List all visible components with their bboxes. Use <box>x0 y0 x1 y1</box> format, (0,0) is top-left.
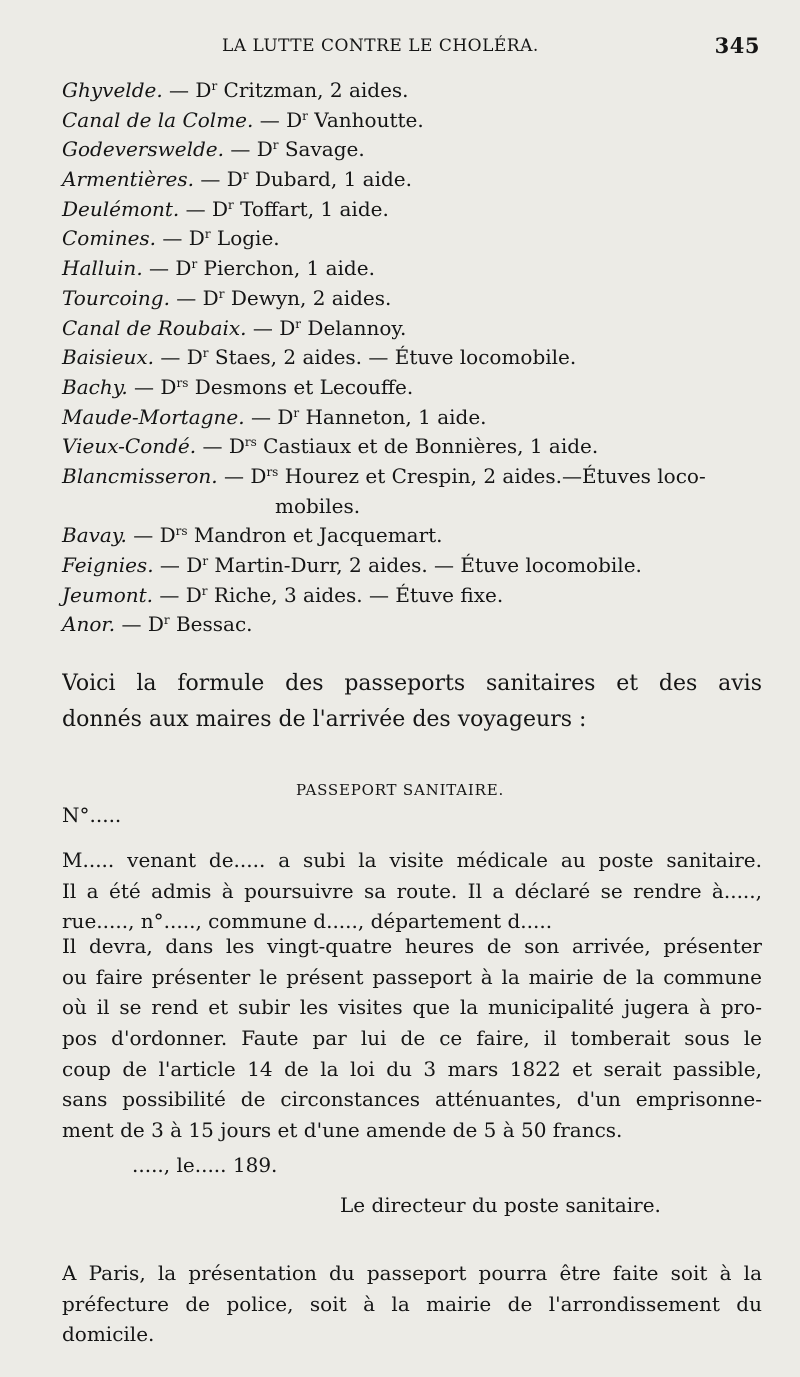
doctor-abbrev-sup: r <box>202 554 209 568</box>
passport-number-line: N°..... <box>62 803 122 827</box>
place-name: Jeumont. <box>62 582 154 607</box>
post-entry <box>62 165 762 195</box>
place-name: Bavay. <box>62 523 127 548</box>
separator: — <box>246 315 280 340</box>
passport-line: ment de 3 à 15 jours et d'une amende de 5 à 50 francs. <box>62 1118 623 1143</box>
post-entry <box>62 373 762 403</box>
post-entry <box>62 581 762 611</box>
doctor-abbrev: D <box>159 523 176 548</box>
doctor-abbrev: D <box>211 196 229 221</box>
place-name: Comines. <box>62 226 157 251</box>
separator: — <box>179 196 212 221</box>
post-entry <box>62 224 762 254</box>
intro-line: donnés aux maires de l'arrivée des voyageurs : <box>62 707 587 732</box>
doctor-abbrev-sup: r <box>295 316 302 331</box>
footer-line: A Paris, la présentation du passeport pourra être faite soit à la <box>62 1261 762 1285</box>
page-number: 345 <box>714 33 760 58</box>
separator: — <box>115 612 148 637</box>
post-entry <box>62 551 762 581</box>
post-entry <box>62 403 762 433</box>
doctor-abbrev-sup: r <box>242 168 249 183</box>
separator: — <box>154 345 187 370</box>
passport-line: M..... venant de..... a subi la visite médicale au poste sanitaire. <box>62 848 762 872</box>
doctor-abbrev-sup: r <box>218 286 225 301</box>
footer-line: préfecture de police, soit à la mairie de l'arrondissement du <box>62 1291 762 1316</box>
post-entry <box>62 254 762 284</box>
passport-number <box>62 800 762 831</box>
intro-paragraph <box>62 666 762 738</box>
post-entry <box>62 462 762 492</box>
entry-details: Mandron et Jacquemart. <box>187 523 443 548</box>
post-entry <box>62 106 762 136</box>
doctor-abbrev-sup: r <box>211 79 218 93</box>
doctor-abbrev-sup: r <box>293 405 300 420</box>
footer-paragraph <box>62 1258 762 1350</box>
separator: — <box>126 523 160 548</box>
place-name: Baisieux. <box>62 345 155 370</box>
doctor-abbrev-sup: r <box>272 138 279 153</box>
entry-details: Logie. <box>210 226 280 251</box>
place-name: Halluin. <box>62 256 143 281</box>
place-name: Bachy. <box>62 374 128 399</box>
doctor-abbrev-sup: r <box>163 613 170 628</box>
passport-paragraph-1 <box>62 845 762 937</box>
entry-details: Dewyn, 2 aides. <box>224 285 392 310</box>
running-title: LA LUTTE CONTRE LE CHOLÉRA. <box>222 36 539 56</box>
doctor-abbrev: D <box>202 285 219 310</box>
doctor-abbrev-sup: rs <box>176 375 189 390</box>
separator: — <box>142 256 176 281</box>
separator: — <box>217 463 251 488</box>
post-entry <box>62 610 762 640</box>
separator: — <box>153 553 187 577</box>
place-name: Godeverswelde. <box>62 137 224 162</box>
doctor-abbrev-sup: rs <box>175 524 188 539</box>
passport-signature <box>62 1190 762 1221</box>
passport-line: coup de l'article 14 de la loi du 3 mars 1822 et serait passible, <box>62 1056 762 1081</box>
separator: — <box>196 434 229 459</box>
date-line: ....., le..... 189. <box>132 1153 278 1177</box>
entry-details: Hanneton, 1 aide. <box>299 404 487 429</box>
doctor-abbrev: D <box>147 612 164 637</box>
post-entry <box>62 521 762 551</box>
place-name: Tourcoing. <box>62 285 170 310</box>
place-name: Vieux-Condé. <box>62 434 197 459</box>
entry-details: Riche, 3 aides. — Étuve fixe. <box>207 582 504 607</box>
entry-details: Desmons et Lecouffe. <box>188 374 414 399</box>
separator: — <box>244 404 278 429</box>
footer-line: domicile. <box>62 1322 155 1346</box>
separator: — <box>253 107 287 132</box>
passport-line: pos d'ordonner. Faute par lui de ce faire, il tomberait sous le <box>62 1026 762 1051</box>
passport-line: ou faire présenter le présent passeport à la mairie de la commune <box>62 964 762 989</box>
passport-line: Il a été admis à poursuivre sa route. Il a déclaré se rendre à....., <box>62 878 762 903</box>
post-entry <box>62 195 762 225</box>
entry-details: Martin-Durr, 2 aides. — Étuve locomobile. <box>208 553 642 577</box>
doctor-abbrev: D <box>279 315 296 340</box>
entry-details: Hourez et Crespin, 2 aides.—Étuves loco- <box>278 463 706 488</box>
passport-paragraph-2 <box>62 931 762 1146</box>
passport-line: rue....., n°....., commune d....., département d..... <box>62 909 553 934</box>
doctor-abbrev: D <box>277 404 294 429</box>
post-entry <box>62 76 762 106</box>
post-entry <box>62 284 762 314</box>
passport-heading: PASSEPORT SANITAIRE. <box>295 781 505 799</box>
place-name: Blancmisseron. <box>62 463 218 488</box>
entry-details: Vanhoutte. <box>307 107 424 132</box>
doctor-abbrev: D <box>186 345 203 370</box>
entry-details: Critzman, 2 aides. <box>217 78 409 102</box>
doctor-abbrev-sup: r <box>191 257 198 272</box>
doctor-abbrev: D <box>250 463 267 488</box>
place-name: Maude-Mortagne. <box>62 404 245 429</box>
entry-details: Castiaux et de Bonnières, 1 aide. <box>256 434 599 459</box>
separator: — <box>153 582 186 607</box>
entry-details: Toffart, 1 aide. <box>233 196 389 221</box>
post-list <box>62 76 762 640</box>
entry-details: Delannoy. <box>301 315 407 340</box>
doctor-abbrev-sup: rs <box>266 464 279 479</box>
doctor-abbrev: D <box>228 434 245 459</box>
doctor-abbrev: D <box>286 107 303 132</box>
place-name: Canal de la Colme. <box>62 107 254 132</box>
doctor-abbrev-sup: r <box>302 108 308 123</box>
post-entry <box>62 432 762 462</box>
passport-date <box>62 1150 762 1181</box>
place-name: Deulémont. <box>62 196 180 221</box>
doctor-abbrev-sup: r <box>204 227 211 242</box>
passport-line: où il se rend et subir les visites que la municipalité jugera à pro- <box>62 995 762 1020</box>
doctor-abbrev: D <box>226 167 243 192</box>
intro-line: Voici la formule des passeports sanitaires et des avis <box>62 671 762 696</box>
separator: — <box>223 137 257 162</box>
entry-details: Staes, 2 aides. — Étuve locomobile. <box>208 345 577 370</box>
entry-details: Dubard, 1 aide. <box>248 167 412 192</box>
doctor-abbrev: D <box>185 582 202 607</box>
place-name: Ghyvelde. <box>62 78 163 102</box>
doctor-abbrev: D <box>195 78 212 102</box>
doctor-abbrev-sup: r <box>201 583 208 598</box>
doctor-abbrev: D <box>188 226 205 251</box>
doctor-abbrev: D <box>175 256 192 281</box>
place-name: Anor. <box>62 612 116 637</box>
doctor-abbrev: D <box>256 137 273 162</box>
post-entry <box>62 492 762 522</box>
doctor-abbrev-sup: r <box>228 197 234 212</box>
signature-line: Le directeur du poste sanitaire. <box>340 1193 661 1217</box>
post-entry <box>62 343 762 373</box>
post-entry <box>62 314 762 344</box>
separator: — <box>162 78 196 102</box>
separator: — <box>127 374 161 399</box>
doctor-abbrev-sup: r <box>202 346 209 361</box>
separator: — <box>169 285 203 310</box>
place-name: Feignies. <box>62 553 154 577</box>
entry-details: Savage. <box>278 137 365 162</box>
entry-details: Pierchon, 1 aide. <box>197 256 375 281</box>
post-entry <box>62 135 762 165</box>
place-name: Armentières. <box>62 167 194 192</box>
entry-details: mobiles. <box>275 493 361 518</box>
running-header <box>60 33 760 66</box>
passport-line: sans possibilité de circonstances atténuantes, d'un emprisonne- <box>62 1087 762 1112</box>
doctor-abbrev-sup: rs <box>244 435 257 450</box>
separator: — <box>156 226 189 251</box>
place-name: Canal de Roubaix. <box>62 315 247 340</box>
passport-line: Il devra, dans les vingt-quatre heures de son arrivée, présenter <box>62 934 762 958</box>
entry-details: Bessac. <box>169 612 253 637</box>
doctor-abbrev: D <box>186 553 203 577</box>
doctor-abbrev: D <box>160 374 177 399</box>
separator: — <box>193 167 227 192</box>
